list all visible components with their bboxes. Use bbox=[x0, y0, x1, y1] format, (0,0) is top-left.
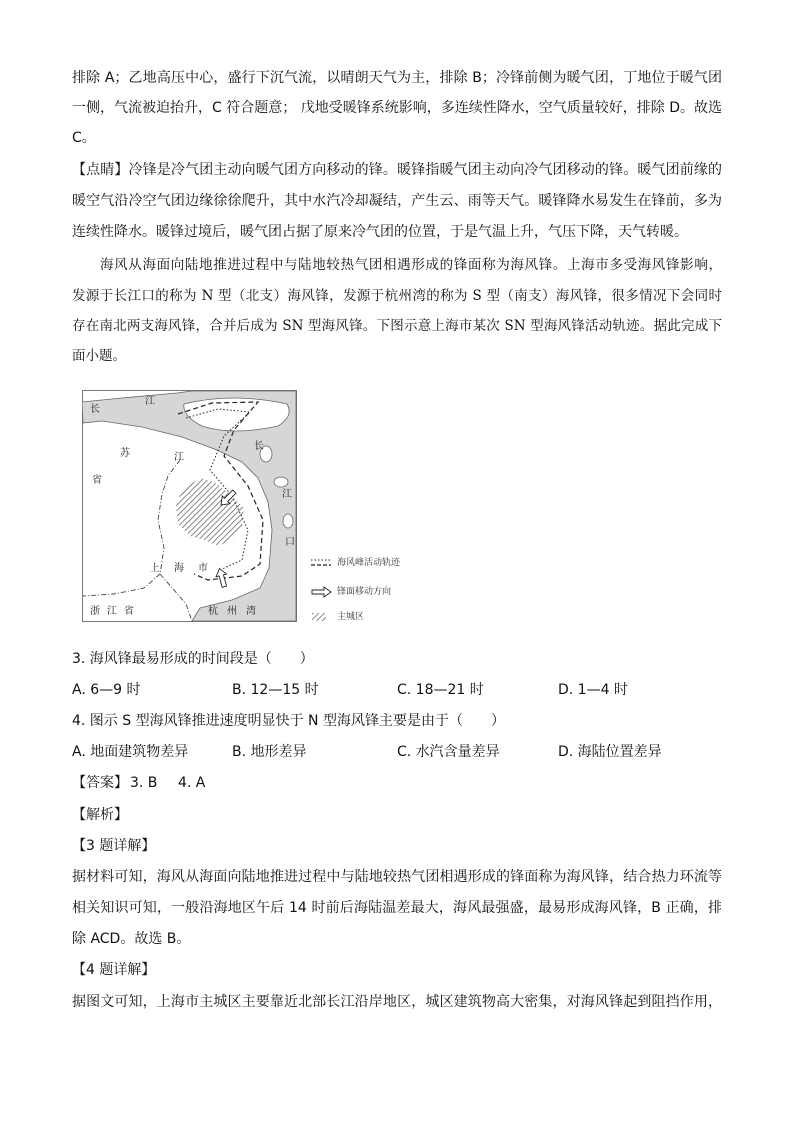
label-hangzhou-bay: 杭州湾 bbox=[208, 606, 265, 617]
label-estuary-1: 长 bbox=[254, 441, 264, 452]
label-river-top-1: 长 bbox=[90, 404, 100, 415]
island-small-2 bbox=[274, 477, 288, 487]
q3-stem: 3. 海风锋最易形成的时间段是（ ） bbox=[72, 651, 314, 667]
material-line-2: 发源于长江口的称为 N 型（北支）海风锋，发源于杭州湾的称为 S 型（南支）海风锋，很多情况下会同时 bbox=[72, 288, 722, 304]
q3-analysis-line-1: 据材料可知，海风从海面向陆地推进过程中与陆地较热气团相遇形成的锋面称为海风锋，结合热力环流等 bbox=[72, 869, 722, 885]
legend-hatch-symbol bbox=[310, 610, 332, 624]
sea-breeze-front-map bbox=[82, 390, 297, 622]
island-small-3 bbox=[283, 514, 293, 528]
q3-analysis-line-3: 除 ACD。故选 B。 bbox=[72, 931, 191, 947]
q3-analysis-heading: 【3 题详解】 bbox=[72, 838, 156, 854]
legend-track-symbol bbox=[310, 556, 332, 570]
q4-option-d: D. 海陆位置差异 bbox=[558, 744, 662, 760]
label-shanghai: 上海市 bbox=[150, 563, 222, 574]
q4-option-b: B. 地形差异 bbox=[232, 744, 307, 760]
answer-label: 【答案】 bbox=[72, 775, 128, 791]
map-legend bbox=[310, 552, 420, 627]
tip-line-3: 连续性降水。暖锋过境后，暖气团占据了原来冷气团的位置，于是气温上升，气压下降，天气转暖。 bbox=[72, 224, 688, 240]
label-estuary-3: 口 bbox=[285, 537, 295, 548]
legend-row-direction bbox=[310, 585, 420, 599]
legend-row-track bbox=[310, 556, 420, 570]
q4-analysis-line-1: 据图文可知，上海市主城区主要靠近北部长江沿岸地区，城区建筑物高大密集，对海风锋起到阻挡作用， bbox=[72, 994, 722, 1010]
tip-line-2: 暖空气沿冷空气团边缘徐徐爬升，其中水汽冷却凝结，产生云、雨等天气。暖锋降水易发生在锋前，多为 bbox=[72, 193, 722, 209]
material-line-1: 海风从海面向陆地推进过程中与陆地较热气团相遇形成的锋面称为海风锋。上海市多受海风锋影响， bbox=[100, 257, 722, 273]
q3-option-c: C. 18—21 时 bbox=[397, 682, 484, 698]
material-line-3: 存在南北两支海风锋，合并后成为 SN 型海风锋。下图示意上海市某次 SN 型海风锋活动轨迹。据此完成下 bbox=[72, 318, 722, 334]
q3-option-d: D. 1—4 时 bbox=[558, 682, 628, 698]
q4-option-a: A. 地面建筑物差异 bbox=[72, 744, 189, 760]
analysis-prev-line-2: 一侧，气流被迫抬升，C 符合题意； 戊地受暖锋系统影响，多连续性降水，空气质量较好，排除 D。故选 bbox=[72, 100, 722, 116]
label-zhejiang: 浙江省 bbox=[90, 606, 141, 617]
label-sheng: 省 bbox=[92, 475, 102, 486]
legend-direction-label: 锋面移动方向 bbox=[337, 587, 392, 597]
legend-city-label: 主城区 bbox=[337, 612, 365, 622]
analysis-prev-line-3: C。 bbox=[72, 130, 96, 146]
label-su: 苏 bbox=[120, 448, 130, 459]
q4-option-c: C. 水汽含量差异 bbox=[397, 744, 500, 760]
label-estuary-2: 江 bbox=[282, 489, 292, 500]
q3-option-b: B. 12—15 时 bbox=[232, 682, 319, 698]
legend-track-label: 海风峰活动轨迹 bbox=[337, 558, 401, 568]
label-river-mid: 江 bbox=[174, 452, 184, 463]
analysis-prev-line-1: 排除 A；乙地高压中心，盛行下沉气流，以晴朗天气为主，排除 B；冷锋前侧为暖气团，丁地位于暖气团 bbox=[72, 70, 722, 86]
label-river-top-2: 江 bbox=[145, 396, 155, 407]
answer-q3: 3. B bbox=[130, 775, 158, 791]
q4-stem: 4. 图示 S 型海风锋推进速度明显快于 N 型海风锋主要是由于（ ） bbox=[72, 713, 505, 729]
analysis-heading: 【解析】 bbox=[72, 807, 128, 823]
q3-option-a: A. 6—9 时 bbox=[72, 682, 141, 698]
q4-analysis-heading: 【4 题详解】 bbox=[72, 962, 156, 978]
legend-row-city bbox=[310, 610, 420, 624]
answer-q4: 4. A bbox=[178, 775, 206, 791]
tip-line-1: 【点睛】冷锋是冷气团主动向暖气团方向移动的锋。暖锋指暖气团主动向冷气团移动的锋。暖气团前缘的 bbox=[72, 162, 722, 178]
q3-analysis-line-2: 相关知识可知，一般沿海地区午后 14 时前后海陆温差最大，海风最强盛，最易形成海风锋，B 正确，排 bbox=[72, 900, 722, 916]
material-line-4: 面小题。 bbox=[72, 348, 126, 364]
legend-arrow-symbol bbox=[310, 585, 332, 599]
map-svg bbox=[82, 390, 297, 622]
